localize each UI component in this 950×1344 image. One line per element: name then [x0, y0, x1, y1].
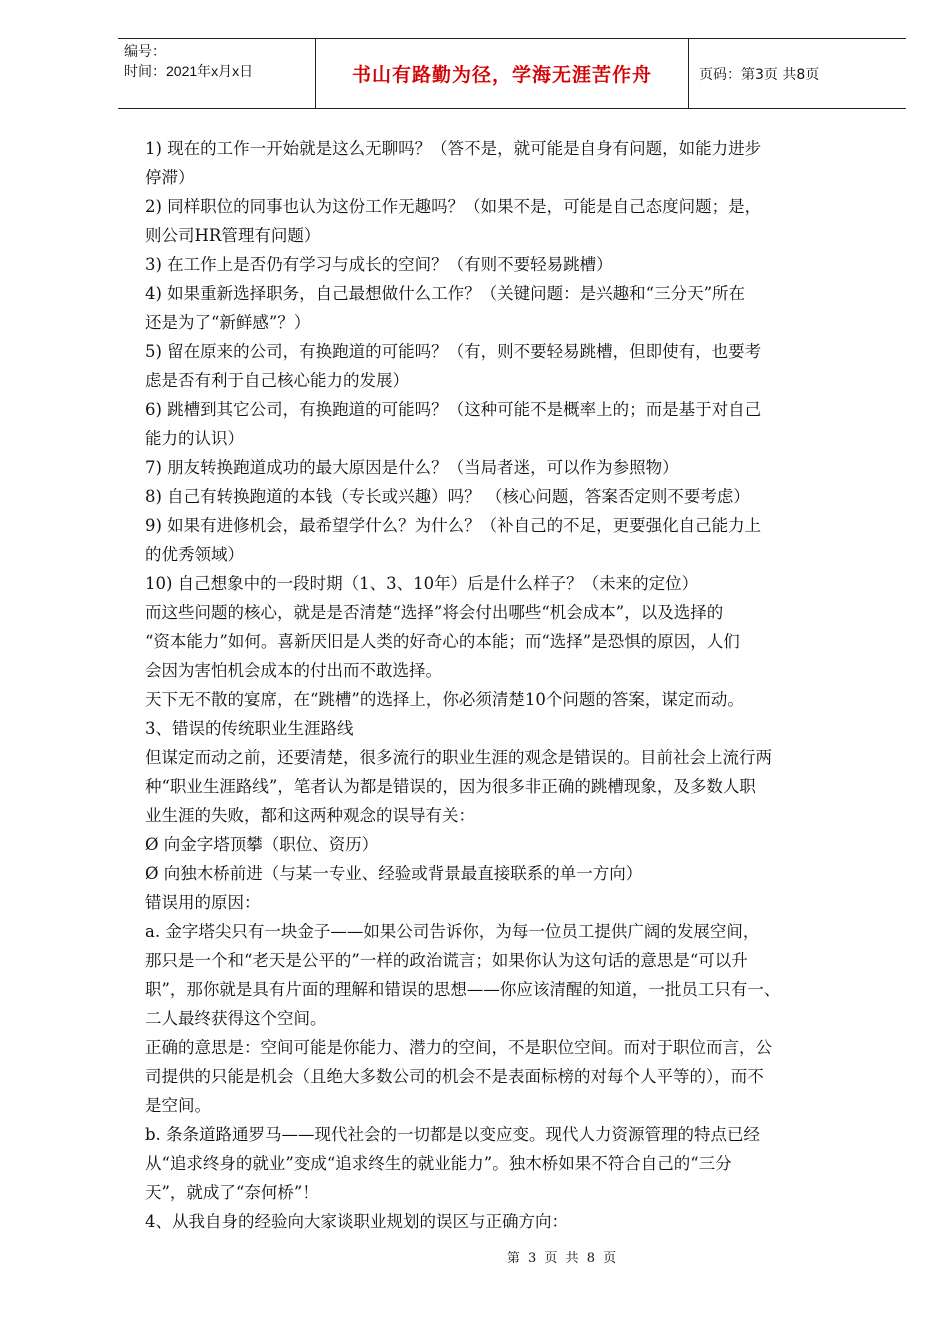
- text-line: a. 金字塔尖只有一块金子——如果公司告诉你，为每一位员工提供广阔的发展空间，: [145, 922, 760, 941]
- text-line: 7) 朋友转换跑道成功的最大原因是什么？（当局者迷，可以作为参照物）: [145, 458, 679, 477]
- bullet-item: Ø 向独木桥前进（与某一专业、经验或背景最直接联系的单一方向）: [145, 864, 643, 883]
- text-line: 但谋定而动之前，还要清楚，很多流行的职业生涯的观念是错误的。目前社会上流行两: [145, 748, 772, 767]
- text-line: 职”，那你就是具有片面的理解和错误的思想——你应该清醒的知道，一批员工只有一、: [145, 980, 781, 999]
- text-line: 正确的意思是：空间可能是你能力、潜力的空间，不是职位空间。而对于职位而言，公: [145, 1038, 772, 1057]
- header-page-info: 页码：第3页 共8页: [699, 66, 820, 83]
- text-line: “资本能力”如何。喜新厌旧是人类的好奇心的本能；而“选择”是恐惧的原因，人们: [145, 632, 740, 651]
- text-line: b. 条条道路通罗马——现代社会的一切都是以变应变。现代人力资源管理的特点已经: [145, 1125, 761, 1144]
- text-line: 能力的认识）: [145, 429, 244, 448]
- text-line: 天”，就成了“奈何桥”！: [145, 1183, 319, 1202]
- text-line: 错误用的原因：: [145, 893, 261, 912]
- text-line: 10) 自己想象中的一段时期（1、3、10年）后是什么样子？（未来的定位）: [145, 574, 699, 593]
- number-label: 编号：: [124, 43, 166, 59]
- text-line: 1) 现在的工作一开始就是这么无聊吗？（答不是，就可能是自身有问题，如能力进步: [145, 139, 762, 158]
- header-meta: [118, 39, 315, 108]
- text-line: 5) 留在原来的公司，有换跑道的可能吗？（有，则不要轻易跳槽，但即使有，也要考: [145, 342, 762, 361]
- document-body: [145, 134, 885, 1236]
- text-line: 停滞）: [145, 168, 195, 187]
- text-line: 4) 如果重新选择职务，自己最想做什么工作？（关键问题：是兴趣和“三分天”所在: [145, 284, 746, 303]
- text-line: 还是为了“新鲜感”？）: [145, 313, 311, 332]
- text-line: 3) 在工作上是否仍有学习与成长的空间？（有则不要轻易跳槽）: [145, 255, 613, 274]
- text-line: 会因为害怕机会成本的付出而不敢选择。: [145, 661, 442, 680]
- text-line: 种“职业生涯路线”，笔者认为都是错误的，因为很多非正确的跳槽现象，及多数人职: [145, 777, 756, 796]
- text-line: 虑是否有利于自己核心能力的发展）: [145, 371, 409, 390]
- text-line: 而这些问题的核心，就是是否清楚“选择”将会付出哪些“机会成本”，以及选择的: [145, 603, 724, 622]
- text-line: 司提供的只能是机会（且绝大多数公司的机会不是表面标榜的对每个人平等的），而不: [145, 1067, 764, 1086]
- text-line: 的优秀领域）: [145, 545, 244, 564]
- text-line: 则公司HR管理有问题）: [145, 226, 321, 245]
- section-heading: 3、错误的传统职业生涯路线: [145, 719, 354, 738]
- text-line: 从“追求终身的就业”变成“追求终生的就业能力”。独木桥如果不符合自己的“三分: [145, 1154, 732, 1173]
- header-motto: 书山有路勤为径，学海无涯苦作舟: [315, 39, 689, 108]
- section-heading: 4、从我自身的经验向大家谈职业规划的误区与正确方向：: [145, 1212, 568, 1231]
- page-header: [118, 38, 906, 109]
- text-line: 业生涯的失败，都和这两种观念的误导有关：: [145, 806, 475, 825]
- text-line: 8) 自己有转换跑道的本钱（专长或兴趣）吗？ （核心问题，答案否定则不要考虑）: [145, 487, 750, 506]
- text-line: 天下无不散的宴席，在“跳槽”的选择上，你必须清楚10个问题的答案，谋定而动。: [145, 690, 744, 709]
- bullet-item: Ø 向金字塔顶攀（职位、资历）: [145, 835, 379, 854]
- page-footer: 第 3 页 共 8 页: [506, 1251, 619, 1266]
- text-line: 二人最终获得这个空间。: [145, 1009, 327, 1028]
- text-line: 2) 同样职位的同事也认为这份工作无趣吗？（如果不是，可能是自己态度问题；是，: [145, 197, 762, 216]
- text-line: 那只是一个和“老天是公平的”一样的政治谎言；如果你认为这句话的意思是“可以升: [145, 951, 748, 970]
- text-line: 6) 跳槽到其它公司，有换跑道的可能吗？（这种可能不是概率上的；而是基于对自己: [145, 400, 762, 419]
- text-line: 是空间。: [145, 1096, 211, 1115]
- text-line: 9) 如果有进修机会，最希望学什么？为什么？（补自己的不足，更要强化自己能力上: [145, 516, 762, 535]
- time-label: 时间：2021年x月x日: [124, 63, 254, 79]
